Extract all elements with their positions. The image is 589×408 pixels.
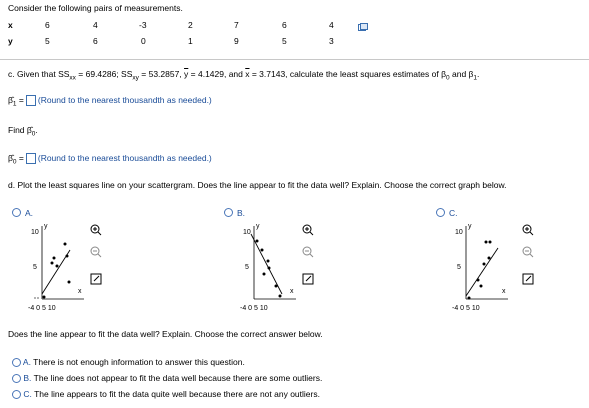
option-text: The line does not appear to fit the data well because there are some outliers.	[33, 373, 323, 383]
expand-icon[interactable]	[522, 273, 534, 285]
beta0-sub: 0	[12, 158, 17, 166]
option-letter: B.	[237, 208, 246, 218]
svg-text:-4 0 5 10: -4 0 5 10	[452, 305, 480, 312]
svg-text:10: 10	[243, 229, 251, 236]
svg-text:5: 5	[245, 264, 249, 271]
ybar-value: = 4.1429, and	[188, 69, 246, 79]
beta1-sub: 1	[473, 74, 478, 82]
y-row-label: y	[8, 36, 13, 46]
equals-sign: =	[18, 153, 24, 163]
copy-icon[interactable]	[358, 23, 368, 32]
zoom-in-icon[interactable]	[522, 224, 534, 236]
zoom-in-icon[interactable]	[90, 224, 102, 236]
ssxy-value: = 53.2857,	[138, 69, 185, 79]
y-cell: 1	[188, 36, 193, 46]
period: .	[477, 69, 480, 79]
beta0-symbol: β̂	[8, 153, 13, 163]
find-beta0	[8, 125, 38, 138]
graph-option-a[interactable]	[12, 206, 182, 316]
beta1-sub: 1	[12, 100, 17, 108]
option-letter: B.	[23, 373, 32, 383]
beta0-answer-row	[8, 153, 212, 166]
x-cell: -3	[139, 20, 147, 30]
ssxx-value: = 69.4286; SS	[75, 69, 133, 79]
fit-question: Does the line appear to fit the data well? Explain. Choose the correct answer below.	[8, 329, 323, 339]
graph-option-c[interactable]	[436, 206, 586, 316]
zoom-out-icon[interactable]	[522, 246, 534, 258]
x-cell: 4	[93, 20, 98, 30]
option-letter: A.	[22, 357, 31, 367]
graph-option-b[interactable]	[224, 206, 394, 316]
zoom-out-icon[interactable]	[90, 246, 102, 258]
round-note: (Round to the nearest thousandth as needed.)	[37, 153, 212, 163]
svg-text:5: 5	[33, 264, 37, 271]
fit-option-c[interactable]	[12, 389, 320, 399]
ybar-symbol: $\overline{y}$	[184, 69, 189, 79]
scattergram-b	[224, 206, 394, 316]
option-text: The line appears to fit the data quite well because there are not any outliers.	[34, 389, 320, 399]
fit-option-b[interactable]	[12, 373, 322, 383]
equals-sign: =	[18, 95, 24, 105]
y-cell: 9	[234, 36, 239, 46]
y-cell: 3	[329, 36, 334, 46]
option-letter: A.	[25, 208, 34, 218]
intro-text: Consider the following pairs of measurements.	[8, 3, 183, 13]
period: .	[35, 125, 38, 135]
beta0-input[interactable]	[26, 153, 36, 164]
part-c-text: c. Given that SS	[8, 69, 70, 79]
x-row-label: x	[8, 20, 13, 30]
svg-text:x: x	[502, 288, 506, 295]
round-note: (Round to the nearest thousandth as needed.)	[37, 95, 212, 105]
find-beta0-text: Find β̂	[8, 125, 32, 135]
svg-text:y: y	[468, 223, 472, 230]
x-cell: 6	[45, 20, 50, 30]
x-cell: 7	[234, 20, 239, 30]
fit-option-a[interactable]	[12, 357, 245, 367]
x-cell: 2	[188, 20, 193, 30]
ssxx-sub: xx	[69, 74, 76, 82]
x-cell: 4	[329, 20, 334, 30]
svg-text:-4 0 5 10: -4 0 5 10	[240, 305, 268, 312]
and-beta1: and β	[449, 69, 474, 79]
part-d-prompt: d. Plot the least squares line on your scattergram. Does the line appear to fit the data well? Explain. Choose the correct graph below.	[8, 180, 507, 190]
svg-text:-4 0 5 10: -4 0 5 10	[28, 305, 56, 312]
y-cell: 6	[93, 36, 98, 46]
divider	[0, 59, 589, 60]
y-cell: 0	[141, 36, 146, 46]
svg-text:5: 5	[457, 264, 461, 271]
svg-text:10: 10	[31, 229, 39, 236]
beta1-input[interactable]	[26, 95, 36, 106]
svg-text:10: 10	[455, 229, 463, 236]
zoom-in-icon[interactable]	[302, 224, 314, 236]
svg-text:x: x	[78, 288, 82, 295]
ssxy-sub: xy	[132, 74, 139, 82]
radio-button[interactable]	[12, 390, 21, 399]
beta0-sub: 0	[446, 74, 450, 82]
svg-text:y: y	[44, 223, 48, 230]
svg-text:x: x	[290, 288, 294, 295]
beta1-symbol: β̂	[8, 95, 13, 105]
part-c-prompt	[8, 69, 479, 82]
expand-icon[interactable]	[302, 273, 314, 285]
y-cell: 5	[282, 36, 287, 46]
beta1-answer-row	[8, 95, 212, 108]
xbar-value: = 3.7143, calculate the least squares estimates of β	[249, 69, 446, 79]
svg-text:y: y	[256, 223, 260, 230]
expand-icon[interactable]	[90, 273, 102, 285]
option-text: There is not enough information to answer this question.	[33, 357, 245, 367]
beta0-sub: 0	[31, 130, 36, 138]
option-letter: C.	[23, 389, 32, 399]
scattergram-a	[12, 206, 182, 316]
scattergram-c	[436, 206, 586, 316]
y-cell: 5	[45, 36, 50, 46]
xbar-symbol: $\overline{x}$	[245, 69, 250, 79]
option-letter: C.	[449, 208, 458, 218]
radio-button[interactable]	[12, 374, 21, 383]
radio-button[interactable]	[12, 358, 21, 367]
zoom-out-icon[interactable]	[302, 246, 314, 258]
x-cell: 6	[282, 20, 287, 30]
